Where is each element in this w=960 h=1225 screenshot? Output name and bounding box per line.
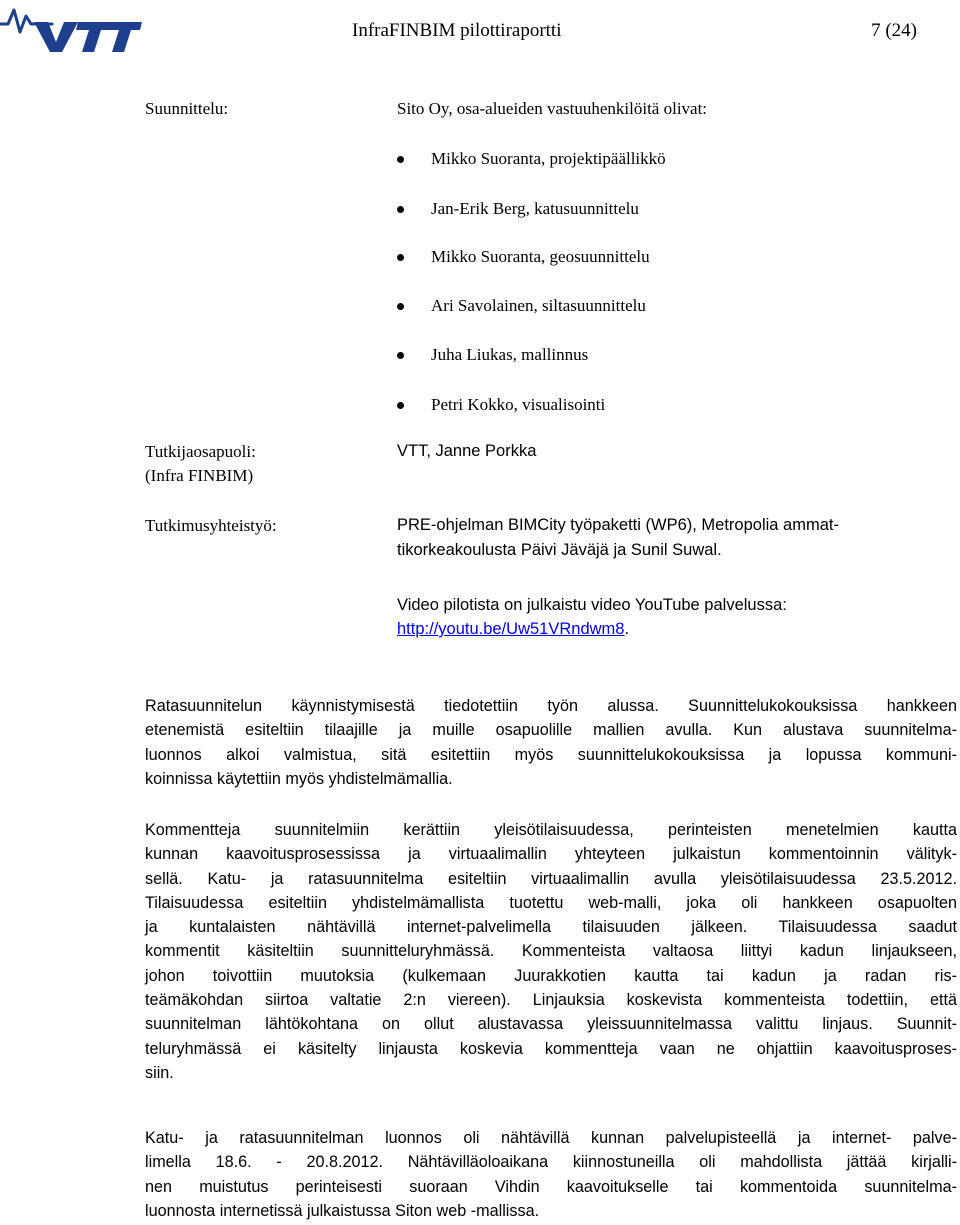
- vtt-logo: [0, 2, 145, 54]
- video-text: Video pilotista on julkaistu video YouTube palvelussa:: [397, 596, 787, 614]
- bullet-icon: [397, 303, 404, 310]
- collaboration-line: tikorkeakoulusta Päivi Jäväjä ja Sunil Suwal.: [397, 541, 722, 559]
- paragraph-line: siin.: [145, 1063, 174, 1082]
- bullet-icon: [397, 402, 404, 409]
- paragraph-3: [145, 1126, 957, 1223]
- paragraph-1: [145, 694, 957, 791]
- report-title: InfraFINBIM pilottiraportti: [352, 20, 562, 41]
- paragraph-line: teluryhmässä ei käsitelty linjausta koskevia kommentteja vaan ne ohjattiin kaavoitusproses-: [145, 1039, 957, 1058]
- person-text: Mikko Suoranta, geosuunnittelu: [431, 247, 650, 266]
- paragraph-line: suunnitelman lähtökohtana on ollut alustavassa yleissuunnitelmassa valittu linjaus. Suunnit-: [145, 1015, 957, 1034]
- bullet-icon: [397, 254, 404, 261]
- vtt-logo-mark: [0, 2, 145, 54]
- paragraph-line: luonnosta internetissä julkaistussa Siton web -mallissa.: [145, 1201, 540, 1220]
- video-link-line: [397, 620, 629, 639]
- collaboration-line: PRE-ohjelman BIMCity työpaketti (WP6), Metropolia ammat-: [397, 516, 839, 534]
- paragraph-line: Katu- ja ratasuunnitelman luonnos oli nähtävillä kunnan palvelupisteellä ja internet- palve-: [145, 1129, 957, 1147]
- person-text: Mikko Suoranta, projektipäällikkö: [431, 149, 666, 168]
- researcher-label-line1: Tutkijaosapuoli:: [145, 442, 256, 461]
- paragraph-line: kommentit käsiteltiin suunnitteluryhmässä. Kommenteista valtaosa liittyi kadun linjaukseen,: [145, 942, 957, 961]
- researcher-value: VTT, Janne Porkka: [397, 442, 537, 460]
- page-number: 7 (24): [871, 20, 917, 41]
- youtube-link[interactable]: http://youtu.be/Uw51VRndwm8: [397, 620, 625, 638]
- bullet-icon: [397, 352, 404, 359]
- paragraph-line: Kommentteja suunnitelmiin kerättiin yleisötilaisuudessa, perinteisten menetelmien kautta: [145, 821, 957, 839]
- paragraph-line: koinnissa käytettiin myös yhdistelmämallia.: [145, 769, 453, 788]
- planning-label: Suunnittelu:: [145, 99, 229, 118]
- paragraph-line: johon toivottiin muutoksia (kulkemaan Juurakkotien kautta tai kadun ja radan ris-: [145, 966, 957, 985]
- paragraph-line: ja kuntalaisten nähtävillä internet-palvelimella tilaisuuden jälkeen. Tilaisuudessa saadut: [145, 918, 957, 937]
- paragraph-line: luonnos alkoi valmistua, sitä esitettiin myös suunnittelukokouksissa ja lopussa kommuni-: [145, 745, 957, 764]
- planning-intro: Sito Oy, osa-alueiden vastuuhenkilöitä olivat:: [397, 99, 708, 118]
- person-text: Jan-Erik Berg, katusuunnittelu: [431, 199, 639, 218]
- person-text: Petri Kokko, visualisointi: [431, 395, 606, 414]
- paragraph-line: teämäkohdan siirtoa valtatie 2:n viereen). Linjauksia koskevista kommenteista todettiin, että: [145, 991, 957, 1010]
- paragraph-line: kunnan kaavoitusprosessissa ja virtuaalimallin yhteyteen julkaistun kommentoinnin välityk-: [145, 845, 957, 864]
- collaboration-label: Tutkimusyhteistyö:: [145, 516, 277, 535]
- video-link-suffix: .: [624, 620, 630, 638]
- researcher-label-line2: (Infra FINBIM): [145, 466, 254, 485]
- paragraph-line: sellä. Katu- ja ratasuunnitelma esiteltiin virtuaalimallin avulla yleisötilaisuudessa 23.5.2012.: [145, 869, 957, 888]
- paragraph-line: etenemistä esiteltiin tilaajille ja muille osapuolille mallien avulla. Kun alustava suunnitelma-: [145, 721, 957, 740]
- paragraph-line: Ratasuunnitelun käynnistymisestä tiedotettiin työn alussa. Suunnittelukokouksissa hankkeen: [145, 697, 957, 715]
- paragraph-line: Tilaisuudessa esiteltiin yhdistelmämallista tuotettu web-malli, joka oli hankkeen osapuolten: [145, 893, 957, 912]
- bullet-icon: [397, 156, 404, 163]
- person-text: Ari Savolainen, siltasuunnittelu: [431, 296, 646, 315]
- paragraph-2: [145, 818, 957, 1085]
- person-text: Juha Liukas, mallinnus: [431, 345, 589, 364]
- paragraph-line: limella 18.6. - 20.8.2012. Nähtävilläoloaikana kiinnostuneilla oli mahdollista jättää kirjalli-: [145, 1153, 957, 1172]
- paragraph-line: nen muistutus perinteisesti suoraan Vihdin kaavoitukselle tai kommentoida suunnitelma-: [145, 1177, 957, 1196]
- bullet-icon: [397, 206, 404, 213]
